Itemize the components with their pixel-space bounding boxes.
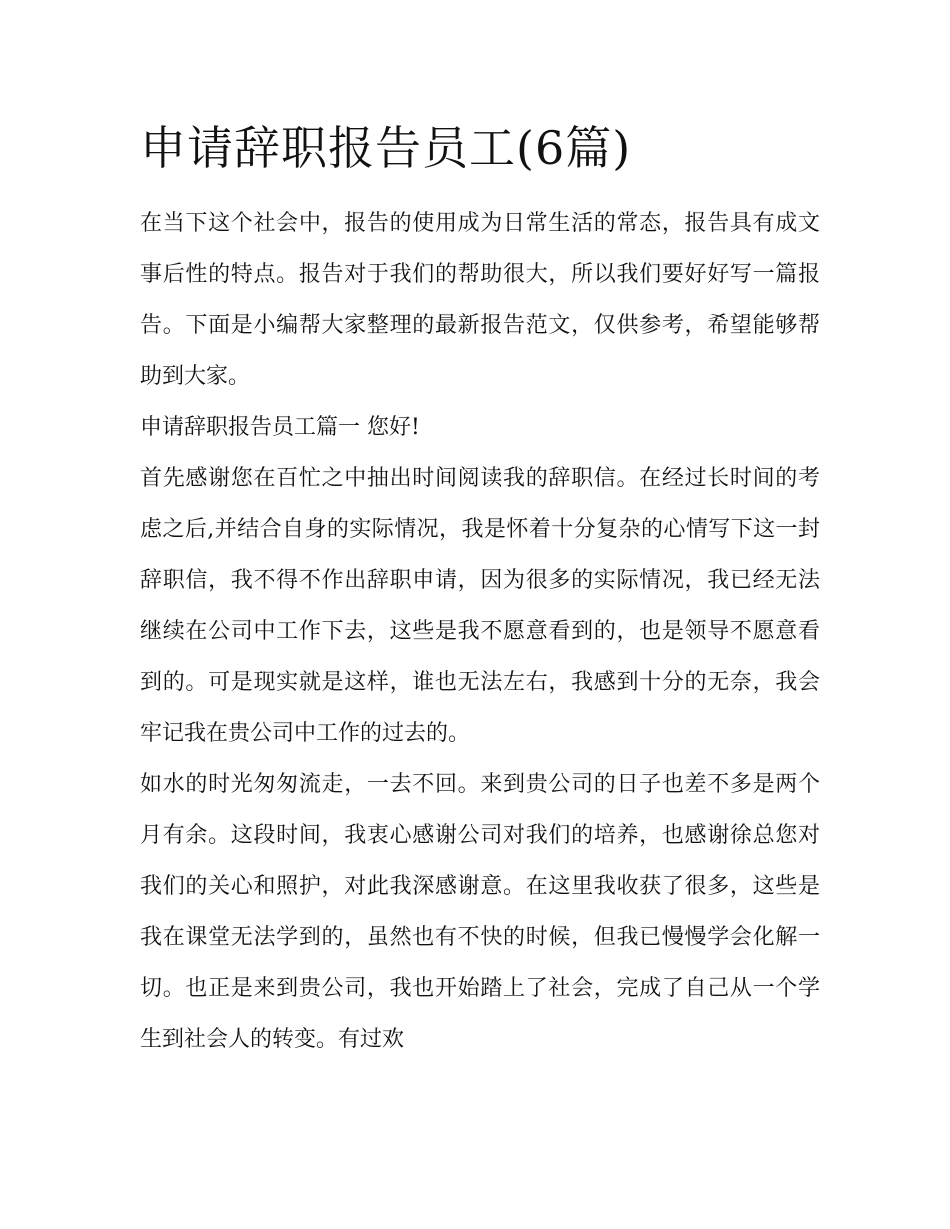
- document-body: [140, 198, 820, 1065]
- body-paragraph: 首先感谢您在百忙之中抽出时间阅读我的辞职信。在经过长时间的考虑之后,并结合自身的实际情况，我是怀着十分复杂的心情写下这一封辞职信，我不得不作出辞职申请，因为很多的实际情况，我已经无法继续在公司中工作下去，这些是我不愿意看到的，也是领导不愿意看到的。可是现实就是这样，谁也无法左右，我感到十分的无奈，我会牢记我在贵公司中工作的过去的。: [140, 466, 820, 746]
- section-heading-paragraph: 申请辞职报告员工篇一 您好!: [140, 415, 420, 440]
- body-paragraph: 如水的时光匆匆流走，一去不回。来到贵公司的日子也差不多是两个月有余。这段时间，我衷心感谢公司对我们的培养，也感谢徐总您对我们的关心和照护，对此我深感谢意。在这里我收获了很多，这些是我在课堂无法学到的，虽然也有不快的时候，但我已慢慢学会化解一切。也正是来到贵公司，我也开始踏上了社会，完成了自己从一个学生到社会人的转变。有过欢: [140, 772, 820, 1052]
- intro-paragraph: 在当下这个社会中，报告的使用成为日常生活的常态，报告具有成文事后性的特点。报告对于我们的帮助很大，所以我们要好好写一篇报告。下面是小编帮大家整理的最新报告范文，仅供参考，希望能够帮助到大家。: [140, 211, 820, 389]
- document-title: 申请辞职报告员工(6篇): [140, 121, 632, 175]
